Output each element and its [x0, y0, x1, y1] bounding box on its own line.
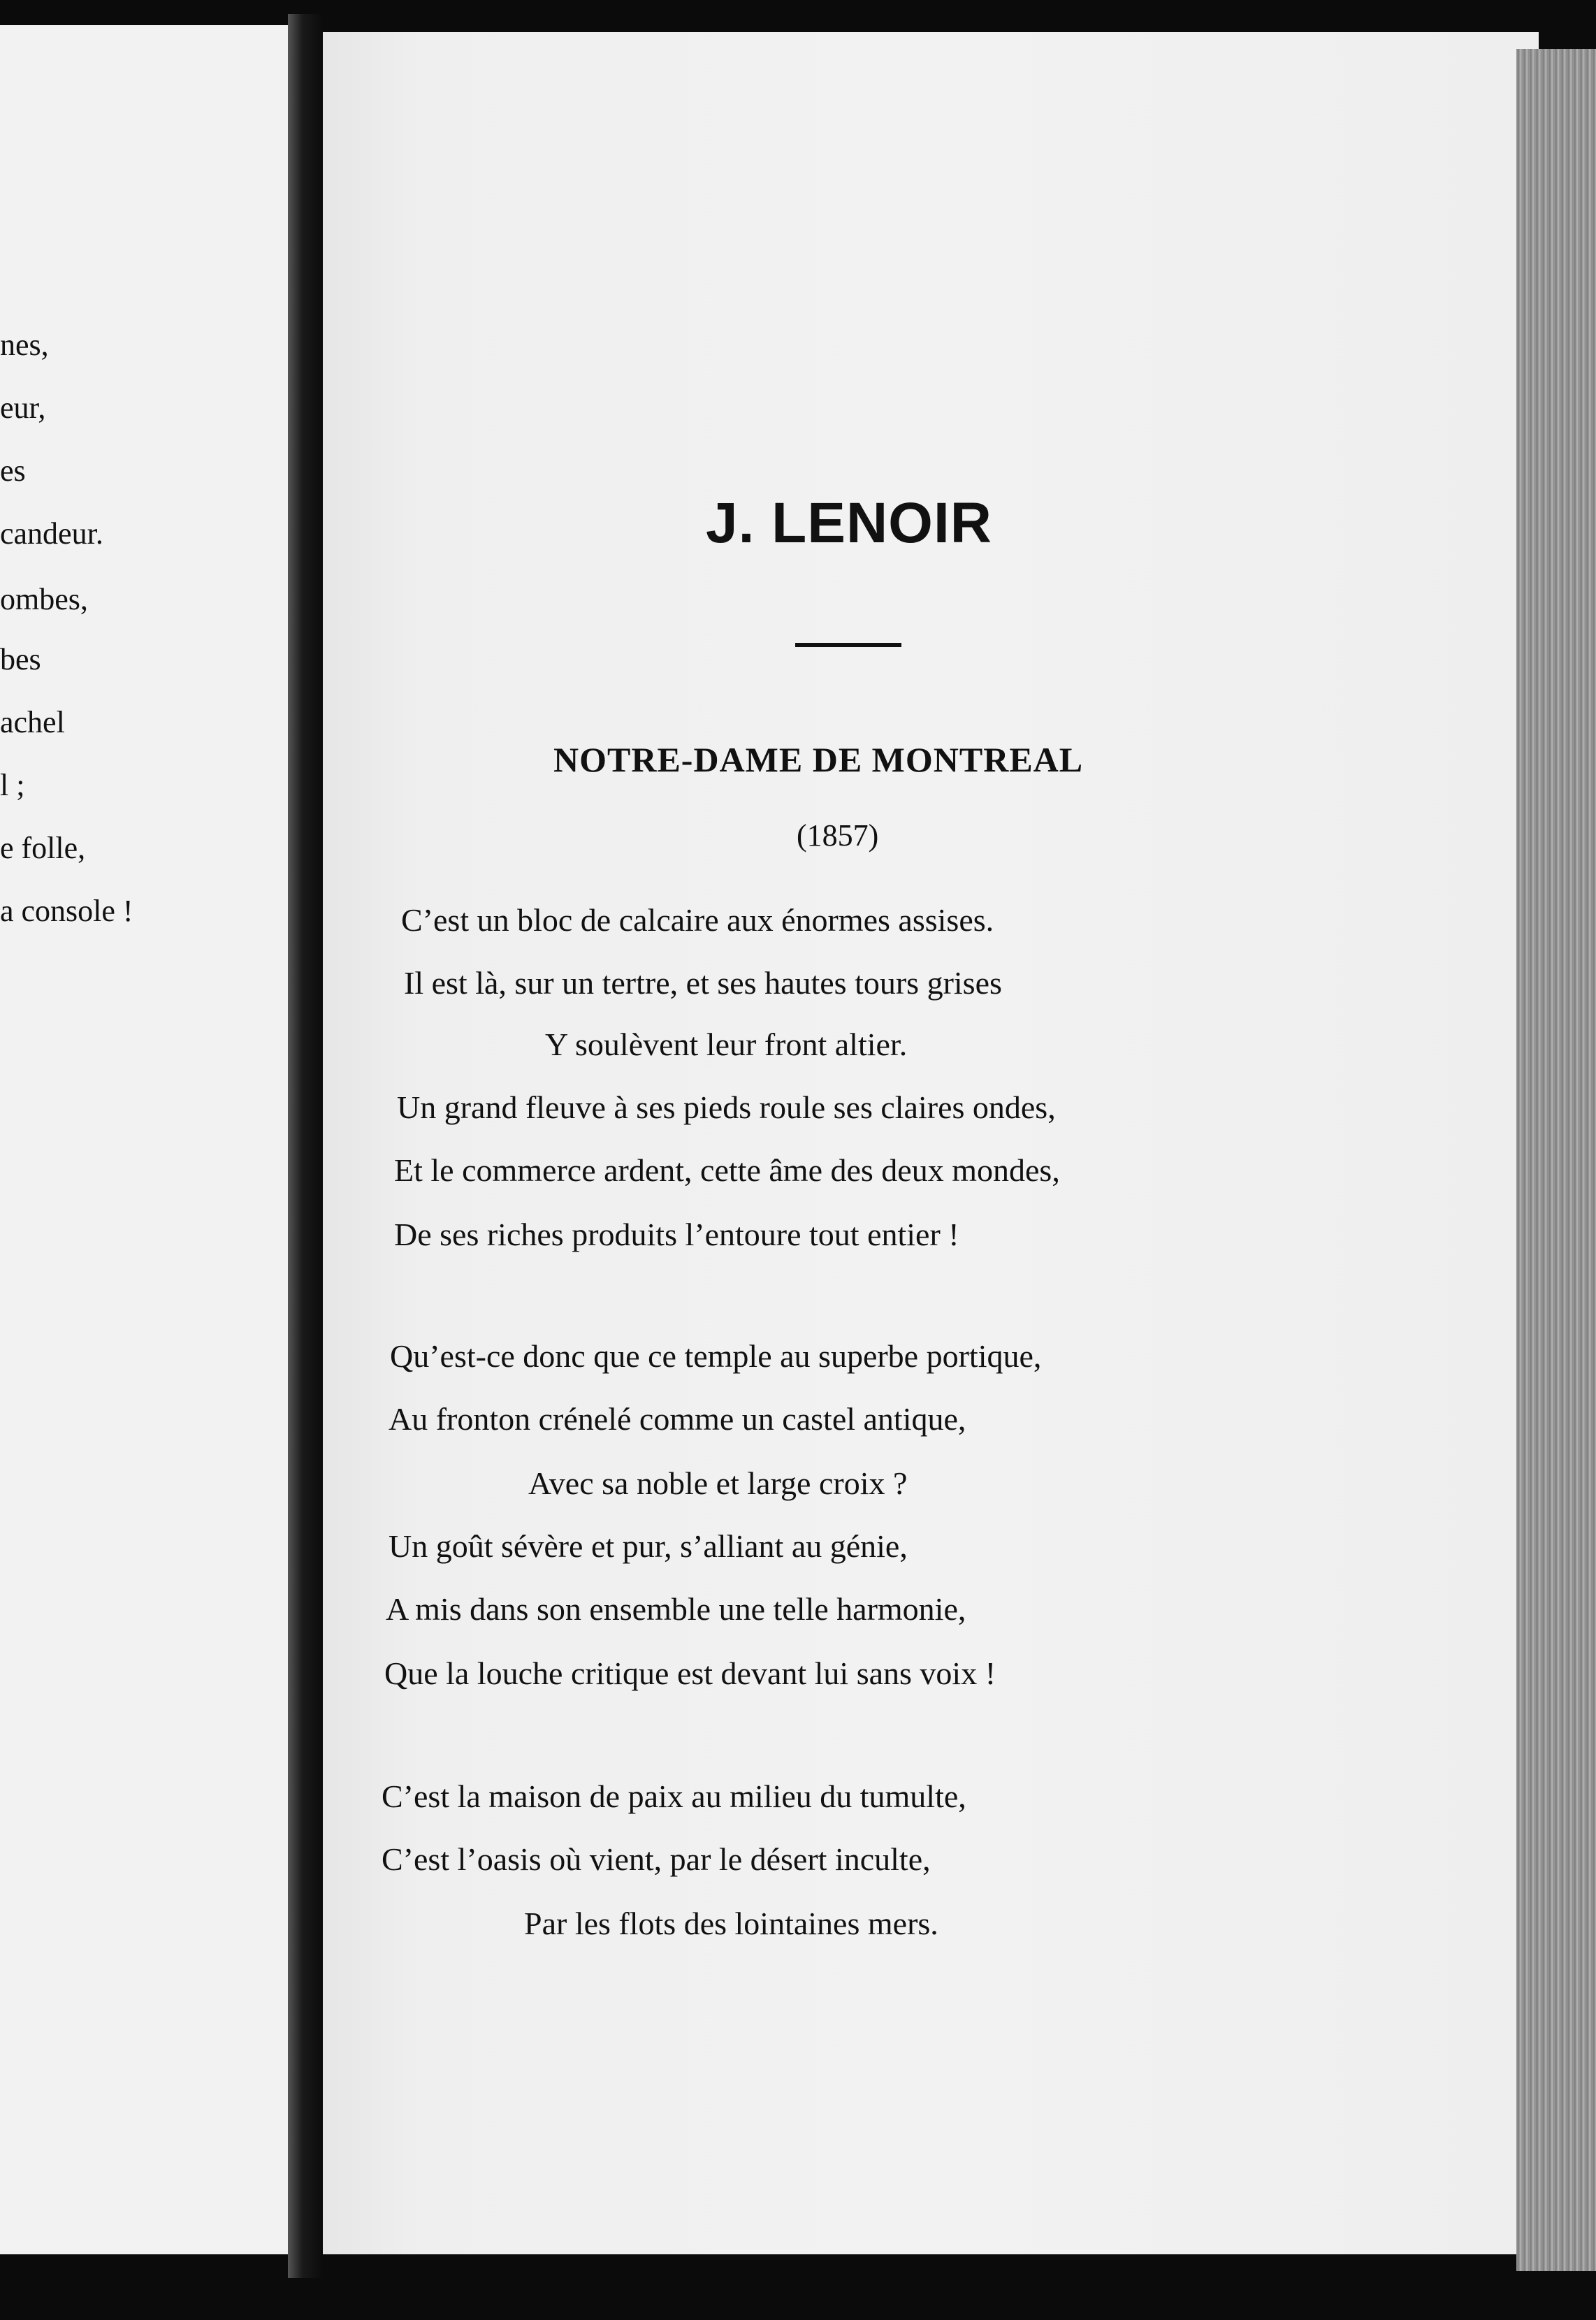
author-heading: J. LENOIR: [706, 491, 992, 555]
left-page-line: eur,: [0, 391, 46, 425]
poem-year: (1857): [797, 818, 879, 853]
book-gutter: [288, 14, 324, 2278]
verse-line: Par les flots des lointaines mers.: [524, 1906, 938, 1941]
verse-line: C’est l’oasis où vient, par le désert inculte,: [382, 1841, 931, 1877]
verse-line: Il est là, sur un tertre, et ses hautes tours grises: [404, 965, 1002, 1001]
verse-line: Avec sa noble et large croix ?: [528, 1465, 908, 1501]
verse-line: Au fronton crénelé comme un castel antique,: [389, 1401, 966, 1437]
verse-line: Qu’est-ce donc que ce temple au superbe portique,: [390, 1338, 1042, 1374]
left-page-line: l ;: [0, 768, 25, 802]
verse-line: Un grand fleuve à ses pieds roule ses claires ondes,: [397, 1089, 1056, 1125]
verse-line: A mis dans son ensemble une telle harmonie,: [386, 1591, 966, 1627]
verse-line: Un goût sévère et pur, s’alliant au génie,: [389, 1528, 908, 1564]
verse-line: Que la louche critique est devant lui sans voix !: [384, 1655, 996, 1691]
left-page-line: a console !: [0, 894, 133, 928]
verse-line: C’est la maison de paix au milieu du tumulte,: [382, 1778, 966, 1814]
verse-line: C’est un bloc de calcaire aux énormes assises.: [401, 902, 994, 938]
title-rule: [795, 643, 901, 647]
left-page-line: candeur.: [0, 516, 103, 551]
verse-line: Et le commerce ardent, cette âme des deux mondes,: [394, 1152, 1060, 1188]
left-page-fragment: [0, 25, 289, 2254]
left-page-line: e folle,: [0, 831, 86, 865]
left-page-line: bes: [0, 642, 41, 676]
page-edges: [1516, 49, 1596, 2271]
verse-line: Y soulèvent leur front altier.: [545, 1027, 908, 1062]
verse-line: De ses riches produits l’entoure tout entier !: [394, 1217, 959, 1252]
poem-title: NOTRE-DAME DE MONTREAL: [553, 740, 1084, 779]
left-page-line: ombes,: [0, 582, 88, 616]
left-page-line: achel: [0, 705, 65, 739]
left-page-line: nes,: [0, 328, 49, 362]
left-page-line: es: [0, 454, 26, 488]
